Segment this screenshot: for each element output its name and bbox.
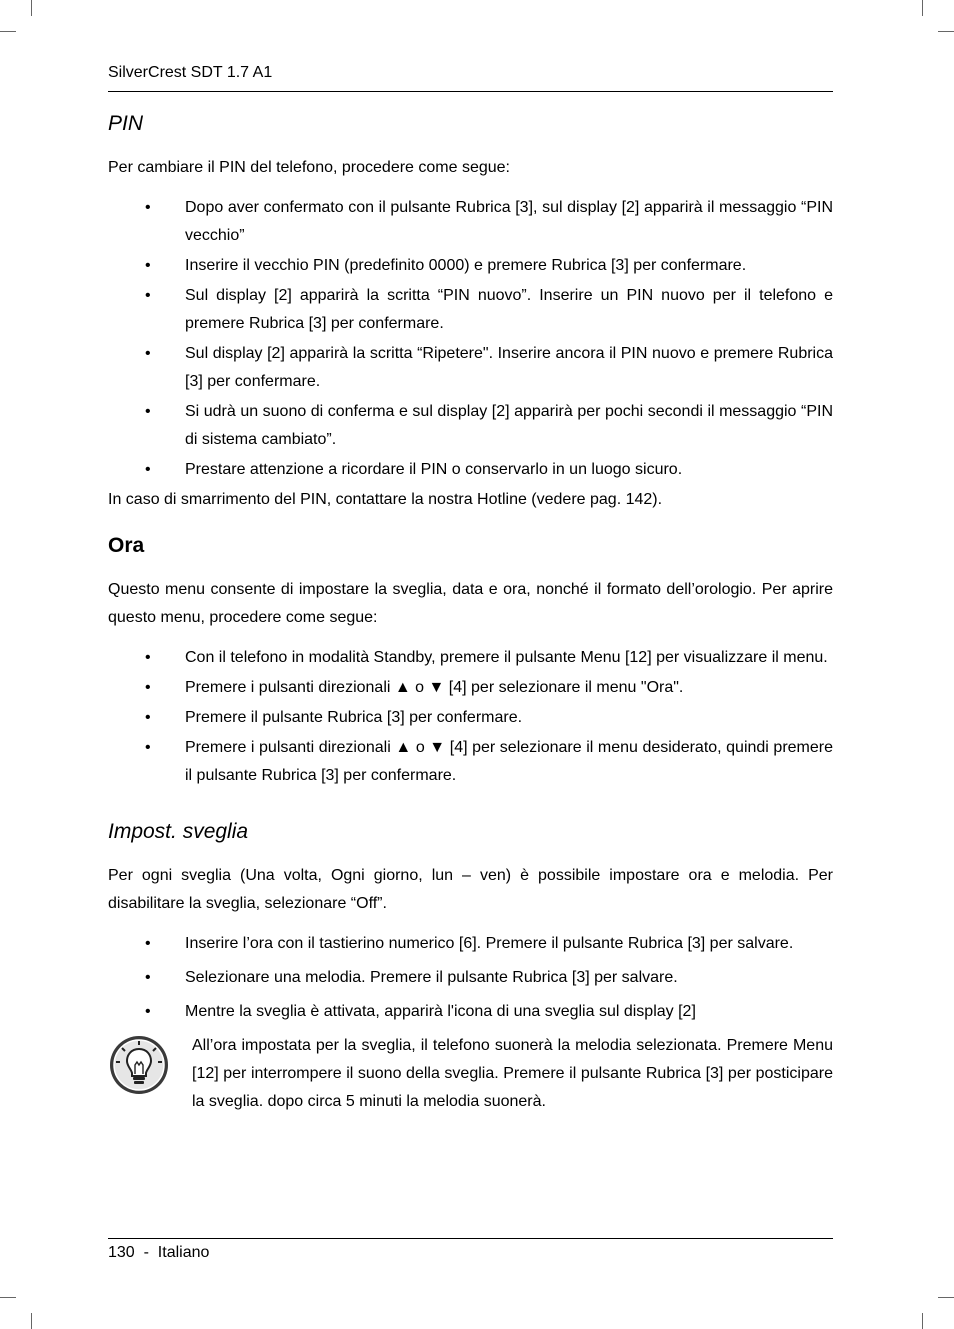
list-item: • Prestare attenzione a ricordare il PIN o conservarlo in un luogo sicuro. xyxy=(108,456,833,484)
list-item: • Inserire l’ora con il tastierino numerico [6]. Premere il pulsante Rubrica [3] per salvare. xyxy=(108,930,833,958)
list-item: • Mentre la sveglia è attivata, apparirà l'icona di una sveglia sul display [2] xyxy=(108,998,833,1026)
list-item: • Dopo aver confermato con il pulsante Rubrica [3], sul display [2] apparirà il messaggio “PIN vecchio” xyxy=(108,194,833,250)
list-item: • Premere i pulsanti direzionali ▲ o ▼ [4] per selezionare il menu desiderato, quindi premere il pulsante Rubrica [3] per confermare. xyxy=(108,734,833,790)
sveglia-heading: Impost. sveglia xyxy=(108,820,249,843)
pin-intro: Per cambiare il PIN del telefono, procedere come segue: xyxy=(108,159,510,176)
pin-heading: PIN xyxy=(108,112,144,135)
crop-mark xyxy=(922,0,923,16)
crop-mark xyxy=(922,1313,923,1329)
crop-mark xyxy=(938,1297,954,1298)
crop-mark xyxy=(938,31,954,32)
ora-intro: Questo menu consente di impostare la sveglia, data e ora, nonché il formato dell’orologio. Per aprire questo menu, procedere come segue: xyxy=(108,581,833,626)
tip-box xyxy=(108,1032,833,1116)
list-item: • Selezionare una melodia. Premere il pulsante Rubrica [3] per salvare. xyxy=(108,964,833,992)
crop-mark xyxy=(31,1313,32,1329)
sveglia-steps xyxy=(108,930,833,1026)
page-footer: 130 - Italiano xyxy=(108,1244,210,1261)
running-header: SilverCrest SDT 1.7 A1 xyxy=(108,64,273,81)
lightbulb-icon xyxy=(108,1034,170,1096)
sveglia-intro: Per ogni sveglia (Una volta, Ogni giorno, lun – ven) è possibile impostare ora e melodia. Per disabilitare la sveglia, selezionare “Off”. xyxy=(108,867,833,912)
list-item: • Premere il pulsante Rubrica [3] per confermare. xyxy=(108,704,833,732)
pin-note: In caso di smarrimento del PIN, contattare la nostra Hotline (vedere pag. 142). xyxy=(108,491,663,508)
header-rule xyxy=(108,91,833,92)
page-content xyxy=(108,108,833,1116)
pin-steps xyxy=(108,194,833,484)
list-item: • Premere i pulsanti direzionali ▲ o ▼ [4] per selezionare il menu "Ora". xyxy=(108,674,833,702)
tip-text: All’ora impostata per la sveglia, il telefono suonerà la melodia selezionata. Premere Menu [12] per interrompere il suono della sveglia. Premere il pulsante Rubrica [3] per posticipare la sveglia. dopo circa 5 minuti la melodia suonerà. xyxy=(192,1037,833,1110)
list-item: • Sul display [2] apparirà la scritta “Ripetere". Inserire ancora il PIN nuovo e premere Rubrica [3] per confermare. xyxy=(108,340,833,396)
list-item: • Sul display [2] apparirà la scritta “PIN nuovo”. Inserire un PIN nuovo per il telefono e premere Rubrica [3] per confermare. xyxy=(108,282,833,338)
crop-mark xyxy=(31,0,32,16)
list-item: • Inserire il vecchio PIN (predefinito 0000) e premere Rubrica [3] per confermare. xyxy=(108,252,833,280)
list-item: • Si udrà un suono di conferma e sul display [2] apparirà per pochi secondi il messaggio “PIN di sistema cambiato”. xyxy=(108,398,833,454)
ora-heading: Ora xyxy=(108,534,145,557)
crop-mark xyxy=(0,31,16,32)
list-item: • Con il telefono in modalità Standby, premere il pulsante Menu [12] per visualizzare il menu. xyxy=(108,644,833,672)
ora-steps xyxy=(108,644,833,790)
crop-mark xyxy=(0,1297,16,1298)
footer-rule xyxy=(108,1238,833,1239)
